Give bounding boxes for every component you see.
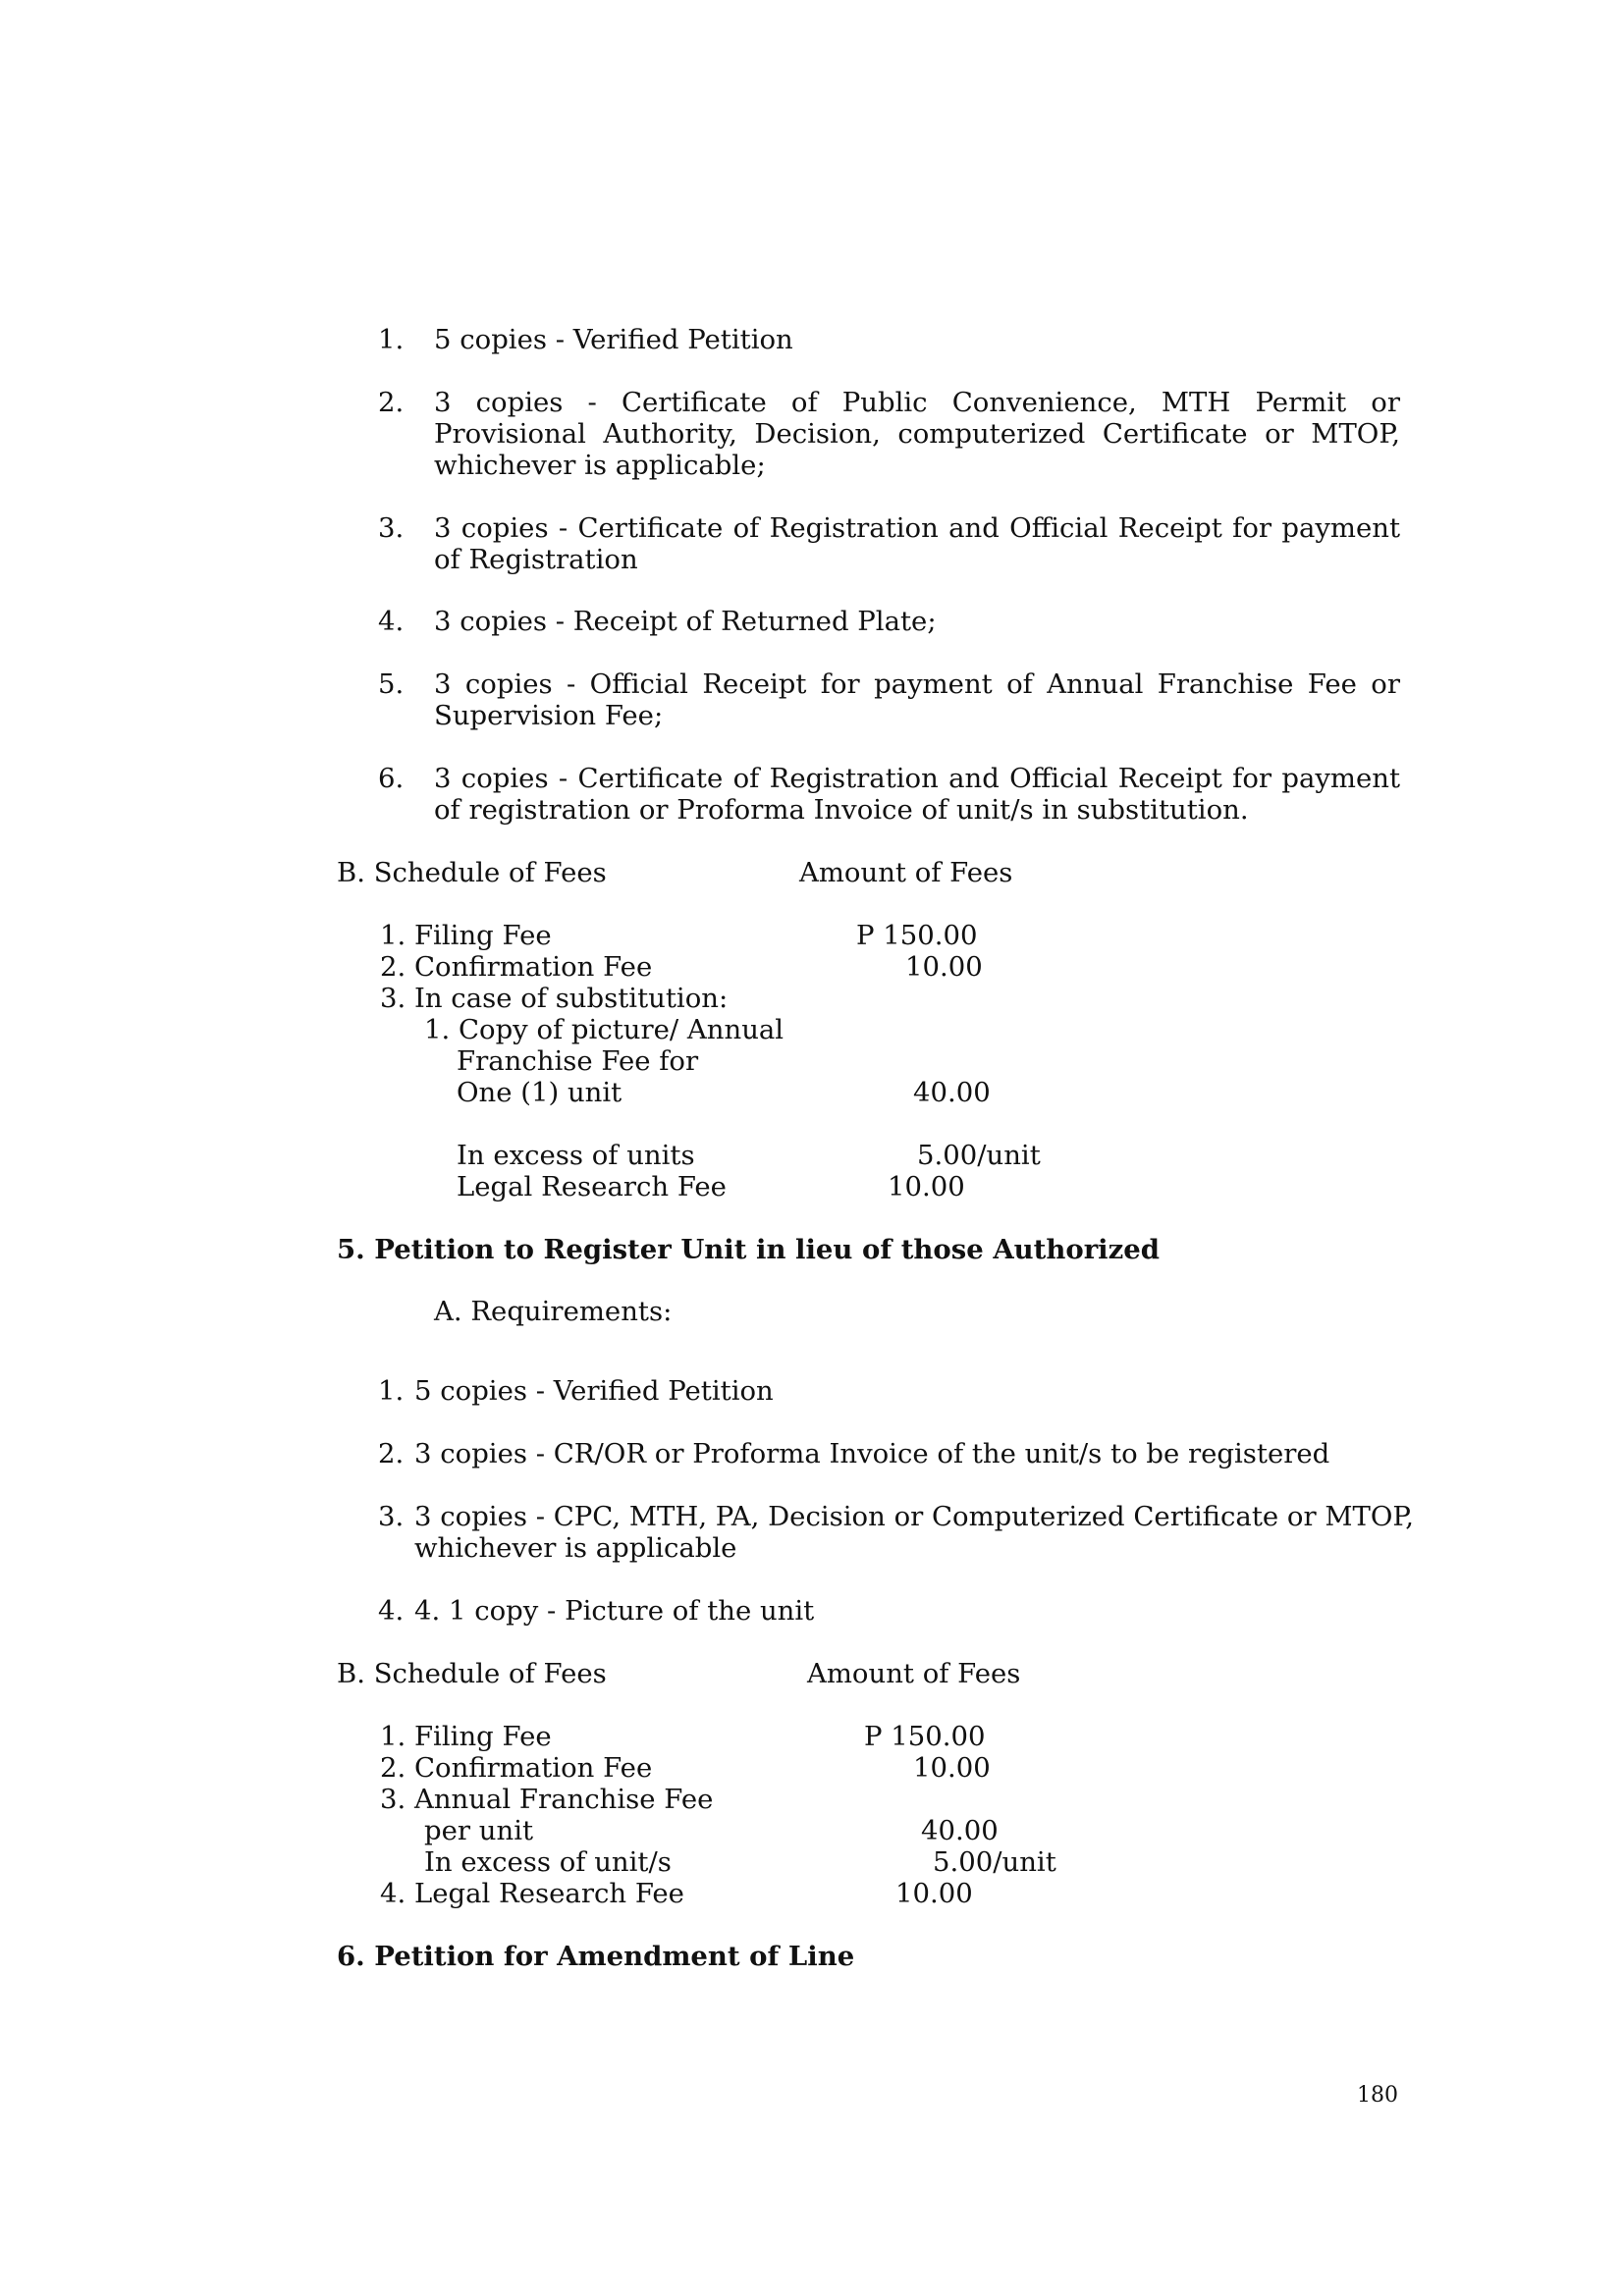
req-6-text: 3 copies - Certificate of Registration and Official Receipt for payment of registration or Proforma Invoice of unit/s in substitution. (434, 763, 1400, 826)
fee-row-label: 1. Copy of picture/ Annual (424, 1014, 784, 1045)
req-1-num: 1. (378, 324, 405, 355)
s5-req-4-text: 4. 1 copy - Picture of the unit (414, 1595, 815, 1627)
section-5-requirements-heading: A. Requirements: (434, 1296, 673, 1327)
fee-row-amount: 40.00 (913, 1077, 991, 1108)
req-3-num: 3. (378, 512, 405, 544)
s5-req-1-num: 1. (378, 1375, 405, 1407)
s5-fee-row-label: 4. Legal Research Fee (380, 1878, 684, 1909)
req-5-text: 3 copies - Official Receipt for payment of Annual Franchise Fee or Supervision Fee; (434, 668, 1400, 731)
schedule-heading: B. Schedule of Fees (337, 857, 607, 888)
s5-req-2-num: 2. (378, 1438, 405, 1469)
fee-row-label: Franchise Fee for (457, 1045, 699, 1077)
s5-req-2-text: 3 copies - CR/OR or Proforma Invoice of the unit/s to be registered (414, 1438, 1330, 1469)
section-6-title: 6. Petition for Amendment of Line (337, 1941, 855, 1972)
req-4-num: 4. (378, 606, 405, 637)
req-1-text: 5 copies - Verified Petition (434, 324, 793, 355)
schedule-amount-heading: Amount of Fees (799, 857, 1013, 888)
fee-row-label: One (1) unit (457, 1077, 622, 1108)
s5-fee-row-label: 2. Confirmation Fee (380, 1752, 653, 1784)
s5-fee-row-amount: P 150.00 (864, 1721, 986, 1752)
page-number: 180 (1357, 2083, 1398, 2108)
fee-row-amount: 10.00 (905, 951, 983, 983)
fee-row-label: 2. Confirmation Fee (380, 951, 653, 983)
req-6-num: 6. (378, 763, 405, 794)
fee-row-amount: 10.00 (888, 1171, 965, 1202)
s5-req-3-num: 3. (378, 1501, 405, 1532)
s5-req-3-text-line2: whichever is applicable (414, 1532, 737, 1564)
fee-row-label: 1. Filing Fee (380, 920, 552, 951)
fee-row-amount: 5.00/unit (917, 1140, 1041, 1171)
req-2-num: 2. (378, 387, 405, 418)
fee-row-label: Legal Research Fee (457, 1171, 727, 1202)
s5-fee-row-amount: 10.00 (913, 1752, 991, 1784)
s5-schedule-heading: B. Schedule of Fees (337, 1658, 607, 1689)
s5-req-3-text: 3 copies - CPC, MTH, PA, Decision or Computerized Certificate or MTOP, (414, 1501, 1415, 1532)
s5-fee-row-label: per unit (424, 1815, 534, 1846)
s5-fee-row-label: 3. Annual Franchise Fee (380, 1784, 714, 1815)
s5-fee-row-amount: 10.00 (895, 1878, 973, 1909)
s5-req-1-text: 5 copies - Verified Petition (414, 1375, 774, 1407)
req-3-text: 3 copies - Certificate of Registration and Official Receipt for payment of Registration (434, 512, 1400, 575)
s5-req-4-num: 4. (378, 1595, 405, 1627)
s5-schedule-amount-heading: Amount of Fees (807, 1658, 1021, 1689)
req-5-num: 5. (378, 668, 405, 700)
s5-fee-row-amount: 5.00/unit (933, 1846, 1056, 1878)
s5-fee-row-amount: 40.00 (921, 1815, 999, 1846)
req-4-text: 3 copies - Receipt of Returned Plate; (434, 606, 937, 637)
section-5-title: 5. Petition to Register Unit in lieu of those Authorized (337, 1234, 1160, 1265)
fee-row-amount: P 150.00 (856, 920, 978, 951)
fee-row-label: In excess of units (457, 1140, 695, 1171)
req-2-text: 3 copies - Certificate of Public Convenience, MTH Permit or Provisional Authority, Decision, computerized Certificate or MTOP, whichever is applicable; (434, 387, 1400, 481)
fee-row-label: 3. In case of substitution: (380, 983, 729, 1014)
s5-fee-row-label: 1. Filing Fee (380, 1721, 552, 1752)
s5-fee-row-label: In excess of unit/s (424, 1846, 672, 1878)
